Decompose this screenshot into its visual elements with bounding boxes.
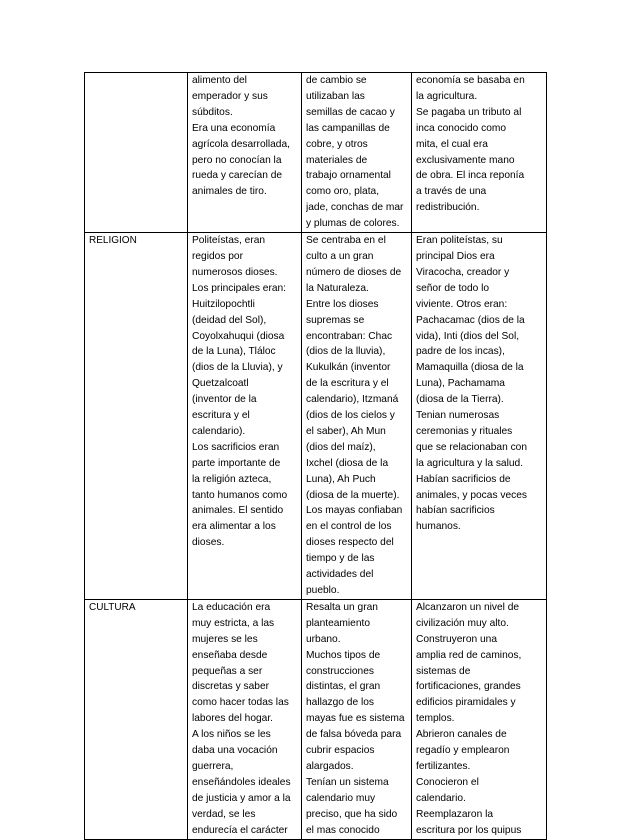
cell-text-line: de falsa bóveda para xyxy=(306,729,402,741)
cell-text-line: cubrir espacios xyxy=(306,745,375,757)
cell-text-line: de la Luna), Tláloc xyxy=(192,346,276,358)
cell-text-line: Luna), Pachamama xyxy=(416,378,505,390)
cell-text-line: planteamiento xyxy=(306,617,371,629)
cell-text-line: (dios del maíz), xyxy=(306,441,376,453)
cell-text-line: era alimentar a los xyxy=(192,521,276,533)
cell-text-line: de la escritura y el xyxy=(306,378,389,390)
cell-text-line: guerrera, xyxy=(192,760,234,772)
cell-text-line: calendario). xyxy=(192,425,246,437)
cell-text-line: Conocieron el xyxy=(416,776,479,788)
cell-text-line: Se centraba en el xyxy=(306,235,386,247)
cell-text-line: (deidad del Sol), xyxy=(192,314,267,326)
cell-text-line: Resalta un gran xyxy=(306,601,378,613)
cell-text-line: sistemas de xyxy=(416,665,471,677)
cell-text-line: regidos por xyxy=(192,250,243,262)
incas-cell xyxy=(412,599,547,839)
cell-text-line: la agricultura y la salud. xyxy=(416,457,524,469)
mayas-cell xyxy=(302,233,412,600)
cell-text-line: labores del hogar. xyxy=(192,713,273,725)
mayas-cell xyxy=(302,73,412,233)
cell-text-line: (dios de los cielos y xyxy=(306,410,395,422)
cell-text-line: urbano. xyxy=(306,633,341,645)
cell-text-line: animales de tiro. xyxy=(192,186,267,198)
row-label: RELIGION xyxy=(85,233,188,600)
cell-text-line: discretas y saber xyxy=(192,681,270,693)
cell-text-line: Politeístas, eran xyxy=(192,235,266,247)
cell-text-line: Luna), Ah Puch xyxy=(306,473,376,485)
cell-text-line: Entre los dioses xyxy=(306,298,379,310)
aztecas-cell xyxy=(188,233,302,600)
cell-text-line: Tenian numerosas xyxy=(416,410,500,422)
aztecas-cell xyxy=(188,599,302,839)
cell-text-line: Abrieron canales de xyxy=(416,729,507,741)
cell-text-line: fertilizantes. xyxy=(416,760,471,772)
cell-text-line: utilizaban las xyxy=(306,90,365,102)
cell-text-line: Los principales eran: xyxy=(192,282,287,294)
cell-text-line: animales, y pocas veces xyxy=(416,489,527,501)
culture-row xyxy=(85,599,547,839)
cell-text-line: endurecía el carácter xyxy=(192,824,288,836)
cell-text-line: pueblo. xyxy=(306,585,340,596)
cell-text-line: daba una vocación xyxy=(192,745,278,757)
cell-text-line: agrícola desarrollada, xyxy=(192,138,290,150)
cell-text-line: la religión azteca, xyxy=(192,473,272,485)
cell-text-line: de cambio se xyxy=(306,75,367,86)
cell-text-line: número de dioses de xyxy=(306,266,402,278)
cell-text-line: dioses. xyxy=(192,537,225,549)
cell-text-line: verdad, se les xyxy=(192,808,256,820)
cell-text-line: culto a un gran xyxy=(306,250,374,262)
cell-text-line: (diosa de la Tierra). xyxy=(416,394,504,406)
cell-text-line: encontraban: Chac xyxy=(306,330,393,342)
cell-text-line: Kukulkán (inventor xyxy=(306,362,391,374)
religion-row xyxy=(85,233,547,600)
cell-text-line: muy estricta, a las xyxy=(192,617,275,629)
cell-text-line: distintas, el gran xyxy=(306,681,381,693)
cell-text-line: pero no conocían la xyxy=(192,154,282,166)
cell-text-line: Los mayas confiaban xyxy=(306,505,403,517)
cell-text-line: humanos. xyxy=(416,521,461,533)
cell-text-line: rueda y carecían de xyxy=(192,170,283,182)
cell-text-line: Alcanzaron un nivel de xyxy=(416,601,520,613)
cell-text-line: alimento del xyxy=(192,75,247,86)
cell-text-line: (diosa de la muerte). xyxy=(306,489,400,501)
cell-text-line: calendario. xyxy=(416,792,466,804)
cell-text-line: mayas fue es sistema xyxy=(306,713,405,725)
cell-text-line: Ixchel (diosa de la xyxy=(306,457,389,469)
cell-text-line: el mas conocido xyxy=(306,824,380,836)
cell-text-line: jade, conchas de mar xyxy=(306,202,404,214)
cell-text-line: viviente. Otros eran: xyxy=(416,298,508,310)
cell-text-line: edificios piramidales y xyxy=(416,697,516,709)
cell-text-line: trabajo ornamental xyxy=(306,170,391,182)
cell-text-line: emperador y sus xyxy=(192,90,268,102)
cell-text-line: el saber), Ah Mun xyxy=(306,425,386,437)
cell-text-line: ceremonias y rituales xyxy=(416,425,513,437)
cell-text-line: Era una economía xyxy=(192,122,276,134)
cell-text-line: enseñaba desde xyxy=(192,649,268,661)
cell-text-line: señor de todo lo xyxy=(416,282,490,294)
cell-text-line: a través de una xyxy=(416,186,487,198)
cell-text-line: que se relacionaban con xyxy=(416,441,528,453)
cell-text-line: tiempo y de las xyxy=(306,553,375,565)
cell-text-line: (dios de la Lluvia), y xyxy=(192,362,283,374)
cell-text-line: la Naturaleza. xyxy=(306,282,369,294)
row-label: CULTURA xyxy=(85,599,188,839)
incas-cell xyxy=(412,73,547,233)
cell-text-line: hallazgo de los xyxy=(306,697,374,709)
cell-text-line: (inventor de la xyxy=(192,394,257,406)
cell-text-line: tanto humanos como xyxy=(192,489,288,501)
cell-text-line: parte importante de xyxy=(192,457,281,469)
cell-text-line: Reemplazaron la xyxy=(416,808,494,820)
cell-text-line: escritura por los quipus xyxy=(416,824,522,836)
cell-text-line: Quetzalcoatl xyxy=(192,378,249,390)
cell-text-line: como oro, plata, xyxy=(306,186,380,198)
cell-text-line: materiales de xyxy=(306,154,368,166)
row-label xyxy=(85,73,188,233)
cell-text-line: cobre, y otros xyxy=(306,138,368,150)
cell-text-line: economía se basaba en xyxy=(416,75,525,86)
cell-text-line: supremas se xyxy=(306,314,365,326)
cell-text-line: vida), Inti (dios del Sol, xyxy=(416,330,520,342)
cell-text-line: actividades del xyxy=(306,569,374,581)
cell-text-line: habían sacrificios xyxy=(416,505,495,517)
cell-text-line: Los sacrificios eran xyxy=(192,441,280,453)
cell-text-line: mita, el cual era xyxy=(416,138,488,150)
cell-text-line: dioses respecto del xyxy=(306,537,394,549)
cell-text-line: animales. El sentido xyxy=(192,505,284,517)
cell-text-line: mujeres se les xyxy=(192,633,258,645)
cell-text-line: fortificaciones, grandes xyxy=(416,681,521,693)
cell-text-line: como hacer todas las xyxy=(192,697,289,709)
cell-text-line: semillas de cacao y xyxy=(306,106,395,118)
cell-text-line: de obra. El inca reponía xyxy=(416,170,525,182)
cell-text-line: en el control de los xyxy=(306,521,392,533)
cell-text-line: templos. xyxy=(416,713,455,725)
cell-text-line: redistribución. xyxy=(416,202,480,214)
cell-text-line: enseñándoles ideales xyxy=(192,776,291,788)
cell-text-line: calendario muy xyxy=(306,792,376,804)
cell-text-line: Muchos tipos de xyxy=(306,649,381,661)
cell-text-line: escritura y el xyxy=(192,410,250,422)
cell-text-line: Pachacamac (dios de la xyxy=(416,314,525,326)
cell-text-line: amplia red de caminos, xyxy=(416,649,522,661)
comparison-table xyxy=(84,72,547,840)
cell-text-line: pequeñas a ser xyxy=(192,665,263,677)
cell-text-line: Se pagaba un tributo al xyxy=(416,106,522,118)
cell-text-line: alargados. xyxy=(306,760,354,772)
cell-text-line: regadío y emplearon xyxy=(416,745,510,757)
cell-text-line: A los niños se les xyxy=(192,729,271,741)
cell-text-line: la agricultura. xyxy=(416,90,478,102)
cell-text-line: numerosos dioses. xyxy=(192,266,278,278)
cell-text-line: calendario), Itzmaná xyxy=(306,394,399,406)
cell-text-line: Viracocha, creador y xyxy=(416,266,510,278)
cell-text-line: padre de los incas), xyxy=(416,346,505,358)
incas-cell xyxy=(412,233,547,600)
cell-text-line: las campanillas de xyxy=(306,122,390,134)
cell-text-line: (dios de la lluvia), xyxy=(306,346,386,358)
economy-row xyxy=(85,73,547,233)
mayas-cell xyxy=(302,599,412,839)
cell-text-line: Tenían un sistema xyxy=(306,776,389,788)
cell-text-line: y plumas de colores. xyxy=(306,218,400,230)
cell-text-line: inca conocido como xyxy=(416,122,507,134)
cell-text-line: civilización muy alto. xyxy=(416,617,509,629)
cell-text-line: Coyolxahuqui (diosa xyxy=(192,330,285,342)
cell-text-line: Mamaquilla (diosa de la xyxy=(416,362,524,374)
cell-text-line: de justicia y amor a la xyxy=(192,792,291,804)
cell-text-line: exclusivamente mano xyxy=(416,154,515,166)
aztecas-cell xyxy=(188,73,302,233)
cell-text-line: principal Dios era xyxy=(416,250,495,262)
cell-text-line: Construyeron una xyxy=(416,633,497,645)
cell-text-line: Huitzilopochtli xyxy=(192,298,255,310)
cell-text-line: La educación era xyxy=(192,601,271,613)
cell-text-line: súbditos. xyxy=(192,106,233,118)
cell-text-line: Habían sacrificios de xyxy=(416,473,511,485)
cell-text-line: construcciones xyxy=(306,665,374,677)
cell-text-line: Eran politeístas, su xyxy=(416,235,503,247)
cell-text-line: preciso, que ha sido xyxy=(306,808,398,820)
